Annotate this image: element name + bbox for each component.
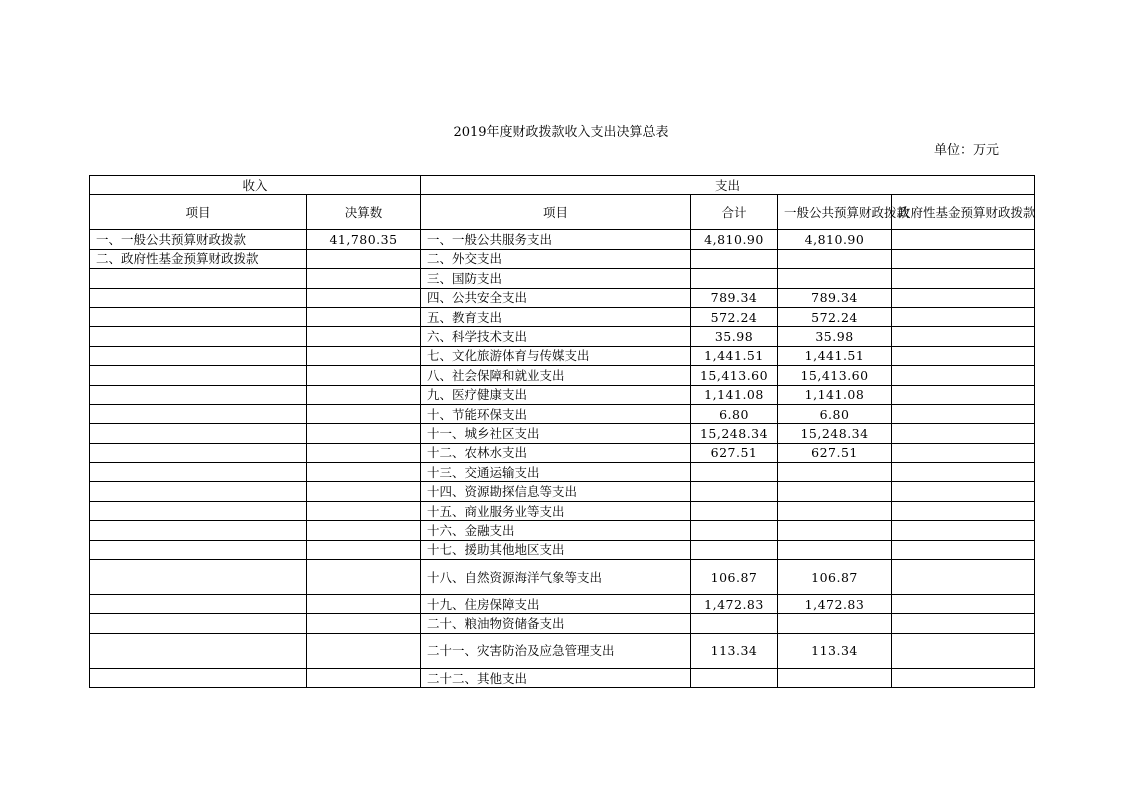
expense-total-cell: 1,472.83: [691, 595, 778, 614]
expense-item-cell: 十八、自然资源海洋气象等支出: [421, 560, 691, 595]
expense-fund-cell: [892, 668, 1035, 687]
expense-general-cell: 4,810.90: [778, 230, 892, 249]
table-row: [90, 404, 1035, 423]
table-row: [90, 482, 1035, 501]
income-item-cell: [90, 424, 307, 443]
income-amount-cell: [307, 366, 421, 385]
table-row: [90, 633, 1035, 668]
table-row: [90, 668, 1035, 687]
income-item-cell: [90, 288, 307, 307]
income-item-cell: [90, 366, 307, 385]
expense-item-cell: 十、节能环保支出: [421, 404, 691, 423]
expense-general-cell: 572.24: [778, 307, 892, 326]
income-amount-cell: [307, 269, 421, 288]
expense-item-cell: 七、文化旅游体育与传媒支出: [421, 346, 691, 365]
income-item-cell: 一、一般公共预算财政拨款: [90, 230, 307, 249]
expense-item-header: 项目: [421, 195, 691, 230]
expense-total-cell: [691, 269, 778, 288]
income-item-cell: [90, 521, 307, 540]
expense-total-cell: 15,248.34: [691, 424, 778, 443]
income-item-cell: [90, 560, 307, 595]
expense-item-cell: 十六、金融支出: [421, 521, 691, 540]
income-item-cell: [90, 633, 307, 668]
income-amount-cell: [307, 501, 421, 520]
expense-total-cell: 4,810.90: [691, 230, 778, 249]
expense-total-cell: 1,441.51: [691, 346, 778, 365]
expense-fund-cell: [892, 443, 1035, 462]
income-item-cell: [90, 482, 307, 501]
income-amount-cell: [307, 424, 421, 443]
expense-fund-cell: [892, 327, 1035, 346]
expense-fund-cell: [892, 404, 1035, 423]
expense-item-cell: 十一、城乡社区支出: [421, 424, 691, 443]
expense-general-cell: 789.34: [778, 288, 892, 307]
expense-fund-cell: [892, 385, 1035, 404]
income-header: 收入: [90, 176, 421, 195]
expense-fund-cell: [892, 307, 1035, 326]
expense-total-cell: 113.34: [691, 633, 778, 668]
income-item-cell: [90, 668, 307, 687]
income-item-cell: [90, 463, 307, 482]
expense-general-cell: 1,141.08: [778, 385, 892, 404]
expense-fund-cell: [892, 482, 1035, 501]
expense-general-cell: 627.51: [778, 443, 892, 462]
expense-fund-cell: [892, 463, 1035, 482]
table-row: [90, 521, 1035, 540]
expense-general-cell: 113.34: [778, 633, 892, 668]
expense-fund-cell: [892, 366, 1035, 385]
table-row: [90, 346, 1035, 365]
expense-item-cell: 十九、住房保障支出: [421, 595, 691, 614]
expense-item-cell: 五、教育支出: [421, 307, 691, 326]
expense-item-cell: 二、外交支出: [421, 249, 691, 268]
table-row: [90, 443, 1035, 462]
expense-fund-cell: [892, 614, 1035, 633]
income-amount-cell: [307, 633, 421, 668]
expense-general-cell: [778, 463, 892, 482]
expense-general-cell: [778, 249, 892, 268]
total-header: 合计: [691, 195, 778, 230]
income-amount-cell: [307, 668, 421, 687]
expense-item-cell: 四、公共安全支出: [421, 288, 691, 307]
expense-general-cell: 15,248.34: [778, 424, 892, 443]
income-item-cell: [90, 614, 307, 633]
expense-fund-cell: [892, 633, 1035, 668]
table-row: [90, 501, 1035, 520]
expense-total-cell: 627.51: [691, 443, 778, 462]
expense-general-cell: [778, 614, 892, 633]
income-amount-cell: [307, 346, 421, 365]
income-item-cell: [90, 540, 307, 559]
header-row-columns: [90, 195, 1035, 230]
income-amount-cell: [307, 327, 421, 346]
income-item-header: 项目: [90, 195, 307, 230]
unit-label: 单位：万元: [934, 143, 1000, 158]
header-row-group: [90, 176, 1035, 195]
expense-total-cell: 572.24: [691, 307, 778, 326]
income-amount-cell: [307, 443, 421, 462]
expense-general-cell: 1,441.51: [778, 346, 892, 365]
expense-fund-cell: [892, 249, 1035, 268]
income-item-cell: [90, 307, 307, 326]
expense-fund-cell: [892, 230, 1035, 249]
expense-item-cell: 二十一、灾害防治及应急管理支出: [421, 633, 691, 668]
income-item-cell: [90, 327, 307, 346]
expense-item-cell: 十三、交通运输支出: [421, 463, 691, 482]
income-item-cell: [90, 443, 307, 462]
income-amount-cell: [307, 288, 421, 307]
expense-fund-cell: [892, 595, 1035, 614]
expense-total-cell: [691, 482, 778, 501]
expense-fund-cell: [892, 560, 1035, 595]
gov-fund-header: 政府性基金预算财政拨款: [892, 195, 1035, 230]
income-amount-header: 决算数: [307, 195, 421, 230]
expense-item-cell: 十七、援助其他地区支出: [421, 540, 691, 559]
table-row: [90, 614, 1035, 633]
income-item-cell: 二、政府性基金预算财政拨款: [90, 249, 307, 268]
table-row: [90, 230, 1035, 249]
expense-total-cell: 15,413.60: [691, 366, 778, 385]
table-row: [90, 595, 1035, 614]
expense-general-cell: 6.80: [778, 404, 892, 423]
income-item-cell: [90, 501, 307, 520]
expense-general-cell: [778, 540, 892, 559]
expense-total-cell: [691, 501, 778, 520]
expense-fund-cell: [892, 540, 1035, 559]
table-row: [90, 463, 1035, 482]
table-row: [90, 385, 1035, 404]
page-title: 2019年度财政拨款收入支出决算总表: [453, 125, 669, 140]
expense-general-cell: [778, 668, 892, 687]
expense-item-cell: 九、医疗健康支出: [421, 385, 691, 404]
expense-general-cell: [778, 501, 892, 520]
expense-general-cell: 1,472.83: [778, 595, 892, 614]
income-amount-cell: [307, 595, 421, 614]
expense-header: 支出: [421, 176, 1035, 195]
income-item-cell: [90, 595, 307, 614]
income-amount-cell: [307, 404, 421, 423]
expense-fund-cell: [892, 521, 1035, 540]
income-amount-cell: [307, 385, 421, 404]
income-item-cell: [90, 404, 307, 423]
expense-general-cell: [778, 482, 892, 501]
expense-total-cell: 106.87: [691, 560, 778, 595]
expense-item-cell: 六、科学技术支出: [421, 327, 691, 346]
expense-fund-cell: [892, 269, 1035, 288]
expense-total-cell: 35.98: [691, 327, 778, 346]
expense-general-cell: 15,413.60: [778, 366, 892, 385]
expense-total-cell: [691, 614, 778, 633]
income-item-cell: [90, 346, 307, 365]
expense-item-cell: 十五、商业服务业等支出: [421, 501, 691, 520]
income-amount-cell: [307, 463, 421, 482]
table-row: [90, 366, 1035, 385]
table-row: [90, 424, 1035, 443]
income-amount-cell: [307, 249, 421, 268]
income-amount-cell: 41,780.35: [307, 230, 421, 249]
expense-item-cell: 二十、粮油物资储备支出: [421, 614, 691, 633]
expense-general-cell: [778, 521, 892, 540]
expense-total-cell: 789.34: [691, 288, 778, 307]
budget-table: [89, 175, 1035, 688]
income-item-cell: [90, 269, 307, 288]
expense-item-cell: 八、社会保障和就业支出: [421, 366, 691, 385]
expense-fund-cell: [892, 424, 1035, 443]
income-amount-cell: [307, 482, 421, 501]
expense-item-cell: 一、一般公共服务支出: [421, 230, 691, 249]
expense-general-cell: 35.98: [778, 327, 892, 346]
table-row: [90, 249, 1035, 268]
expense-item-cell: 十二、农林水支出: [421, 443, 691, 462]
expense-general-cell: 106.87: [778, 560, 892, 595]
expense-total-cell: [691, 668, 778, 687]
expense-item-cell: 十四、资源勘探信息等支出: [421, 482, 691, 501]
income-amount-cell: [307, 614, 421, 633]
income-amount-cell: [307, 540, 421, 559]
table-row: [90, 327, 1035, 346]
general-budget-header: 一般公共预算财政拨款: [778, 195, 892, 230]
expense-fund-cell: [892, 346, 1035, 365]
expense-fund-cell: [892, 288, 1035, 307]
expense-item-cell: 二十二、其他支出: [421, 668, 691, 687]
expense-total-cell: [691, 463, 778, 482]
expense-total-cell: [691, 521, 778, 540]
table-row: [90, 288, 1035, 307]
income-amount-cell: [307, 560, 421, 595]
table-row: [90, 269, 1035, 288]
expense-total-cell: 6.80: [691, 404, 778, 423]
expense-general-cell: [778, 269, 892, 288]
table-row: [90, 307, 1035, 326]
table-row: [90, 560, 1035, 595]
income-amount-cell: [307, 307, 421, 326]
income-amount-cell: [307, 521, 421, 540]
expense-fund-cell: [892, 501, 1035, 520]
expense-total-cell: [691, 540, 778, 559]
income-item-cell: [90, 385, 307, 404]
expense-item-cell: 三、国防支出: [421, 269, 691, 288]
expense-total-cell: [691, 249, 778, 268]
expense-total-cell: 1,141.08: [691, 385, 778, 404]
table-row: [90, 540, 1035, 559]
